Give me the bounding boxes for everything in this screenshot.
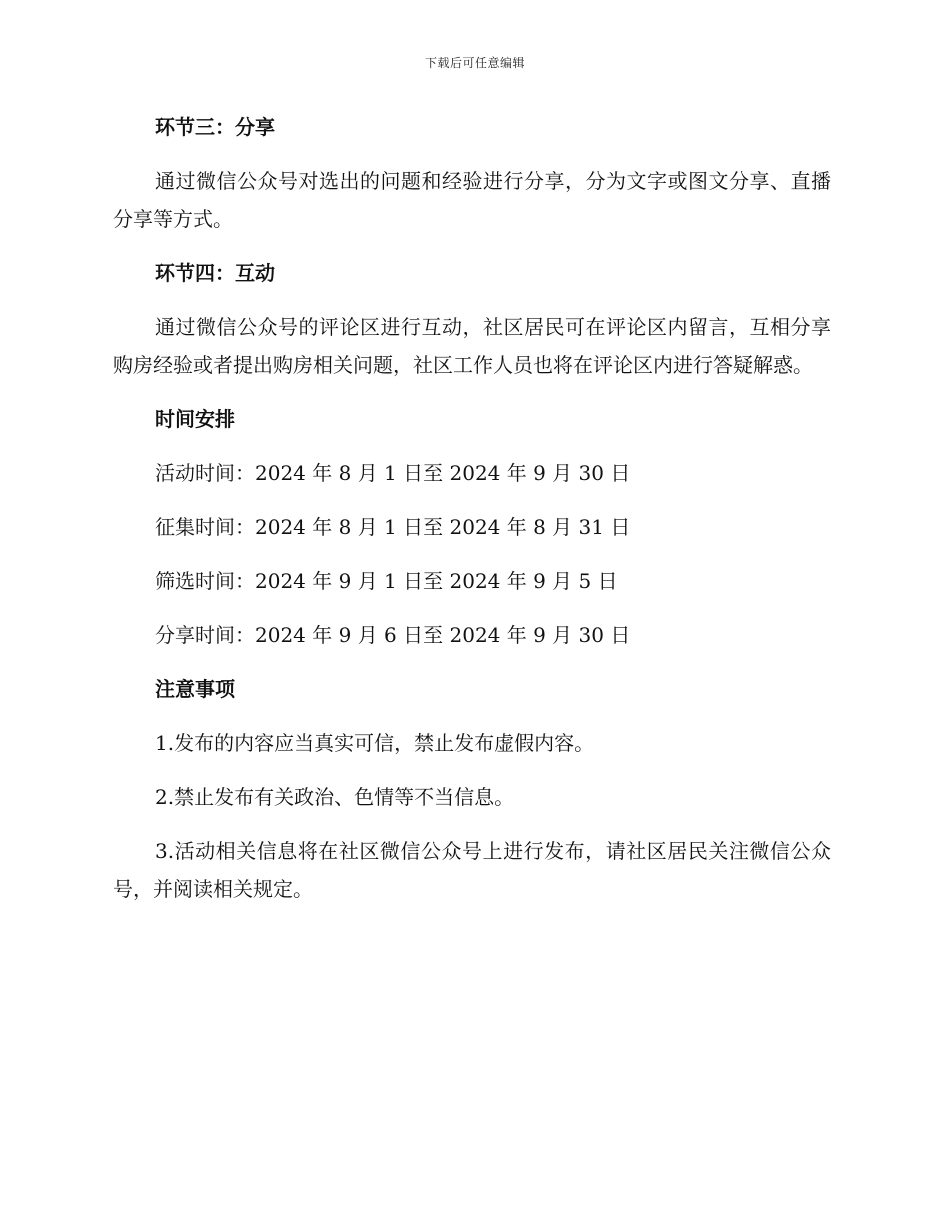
notes-title: 注意事项	[155, 677, 235, 701]
note-item-1: 1.发布的内容应当真实可信，禁止发布虚假内容。	[155, 731, 595, 755]
schedule-collection-time: 征集时间：2024 年 8 月 1 日至 2024 年 8 月 31 日	[155, 515, 631, 539]
section-four-body: 通过微信公众号的评论区进行互动，社区居民可在评论区内留言，互相分享购房经验或者提出购房相关问题，社区工作人员也将在评论区内进行答疑解惑。	[113, 315, 831, 377]
header-note: 下载后可任意编辑	[424, 56, 525, 70]
section-four-title: 环节四：互动	[155, 261, 275, 285]
note-item-2: 2.禁止发布有关政治、色情等不当信息。	[155, 785, 515, 809]
section-three-body: 通过微信公众号对选出的问题和经验进行分享，分为文字或图文分享、直播分享等方式。	[113, 169, 831, 231]
note-item-3: 3.活动相关信息将在社区微信公众号上进行发布，请社区居民关注微信公众号，并阅读相关规定。	[113, 839, 831, 901]
document-body	[113, 108, 831, 924]
schedule-activity-time: 活动时间：2024 年 8 月 1 日至 2024 年 9 月 30 日	[155, 461, 631, 485]
schedule-sharing-time: 分享时间：2024 年 9 月 6 日至 2024 年 9 月 30 日	[155, 623, 631, 647]
section-three-title: 环节三：分享	[155, 115, 275, 139]
schedule-screening-time: 筛选时间：2024 年 9 月 1 日至 2024 年 9 月 5 日	[155, 569, 618, 593]
schedule-title: 时间安排	[155, 407, 235, 431]
